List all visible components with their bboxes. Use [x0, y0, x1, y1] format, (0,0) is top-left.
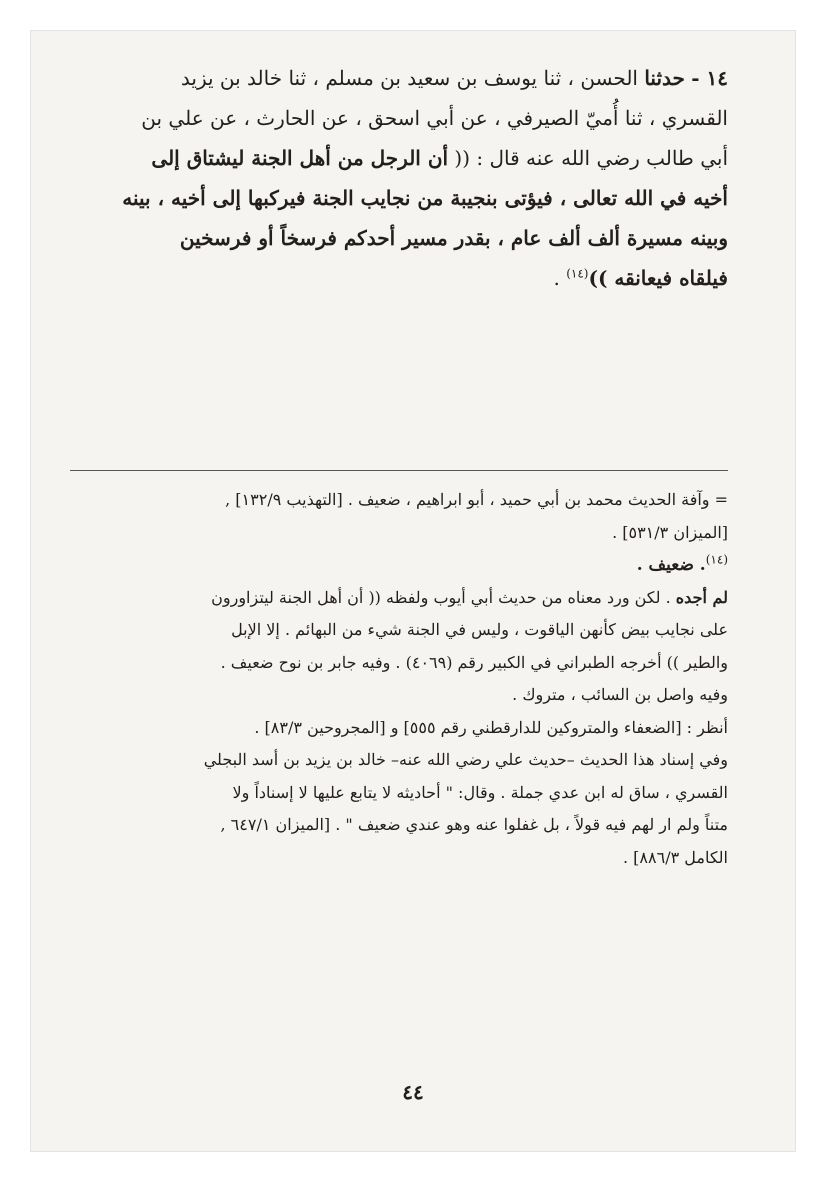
footnote-line-6: وفي إسناد هذا الحديث –حديث علي رضي الله عنه– خالد بن يزيد بن أسد البجلي — [203, 750, 728, 769]
hadith-line-2 — [72, 98, 728, 138]
hadith-end: . — [553, 266, 567, 290]
footnotes — [72, 484, 728, 874]
footnote-line-4: وفيه واصل بن السائب ، متروك . — [512, 685, 728, 704]
footnote-line-3: والطير )) أخرجه الطبراني في الكبير رقم (٤٠٦٩) . وفيه جابر بن نوح ضعيف . — [220, 652, 728, 672]
matn-part-3: وبينه مسيرة ألف ألف عام ، بقدر مسير أحدكم فرسخاً أو فرسخين — [179, 226, 728, 250]
matn-part-1: أن الرجل من أهل الجنة ليشتاق إلى — [151, 146, 449, 170]
hadith-number: ١٤ - — [691, 66, 728, 90]
hadith-line-5 — [72, 218, 728, 258]
footnote-verdict: . ضعيف . — [636, 555, 706, 575]
isnad-part-3: أبي طالب رضي الله عنه قال : (( — [448, 146, 728, 170]
footnote-continued-line-1: = وآفة الحديث محمد بن أبي حميد ، أبو ابراهيم ، ضعيف . [التهذيب ١٣٢/٩] , — [225, 490, 728, 509]
isnad-part-1: الحسن ، ثنا يوسف بن سعيد بن مسلم ، ثنا خالد بن يزيد — [180, 66, 645, 90]
page-number: ٤٤ — [402, 1080, 424, 1104]
footnote-continued-line-2: [الميزان ٥٣١/٣] . — [612, 522, 728, 542]
footnote-line-1 — [72, 582, 728, 615]
matn-part-2: أخيه في الله تعالى ، فيؤتى بنجيبة من نجايب الجنة فيركبها إلى أخيه ، بينه — [122, 186, 728, 210]
hadith-body — [72, 58, 728, 298]
footnote-line-1-text: . لكن ورد معناه من حديث أبي أيوب ولفظه (( أن أهل الجنة ليتزاورون — [211, 587, 676, 607]
footnote-line-9: الكامل ٨٨٦/٣] . — [623, 847, 728, 867]
footnote-line-5: أنظر : [الضعفاء والمتروكين للدارقطني رقم ٥٥٥] و [المجروحين ٨٣/٣] . — [254, 717, 728, 737]
hadith-line-4 — [72, 178, 728, 218]
footnote-line-2: على نجايب بيض كأنهن الياقوت ، وليس في الجنة شيء من البهائم . إلا الإبل — [231, 620, 728, 639]
footnote-ref: (١٤) — [566, 266, 589, 281]
hadith-line-3 — [72, 138, 728, 178]
footnote-14-heading — [72, 549, 728, 582]
footnote-number: (١٤) — [705, 552, 728, 567]
isnad-part-2: القسري ، ثنا أُميّ الصيرفي ، عن أبي اسحق ، عن الحارث ، عن علي بن — [141, 106, 728, 130]
footnote-lead: لم أجده — [675, 587, 728, 607]
matn-part-4: فيلقاه فيعانقه )) — [588, 266, 728, 290]
footnote-line-8: متناً ولم ار لهم فيه قولاً ، بل غفلوا عنه وهو عندي ضعيف " . [الميزان ٦٤٧/١ , — [220, 815, 728, 834]
footnote-separator — [70, 470, 728, 471]
hadith-lead-word: حدثنا — [644, 66, 685, 90]
hadith-line-6 — [72, 258, 728, 298]
footnote-line-7: القسري ، ساق له ابن عدي جملة . وقال: " أحاديثه لا يتابع عليها لا إسناداً ولا — [232, 782, 728, 802]
hadith-line-1 — [72, 58, 728, 98]
